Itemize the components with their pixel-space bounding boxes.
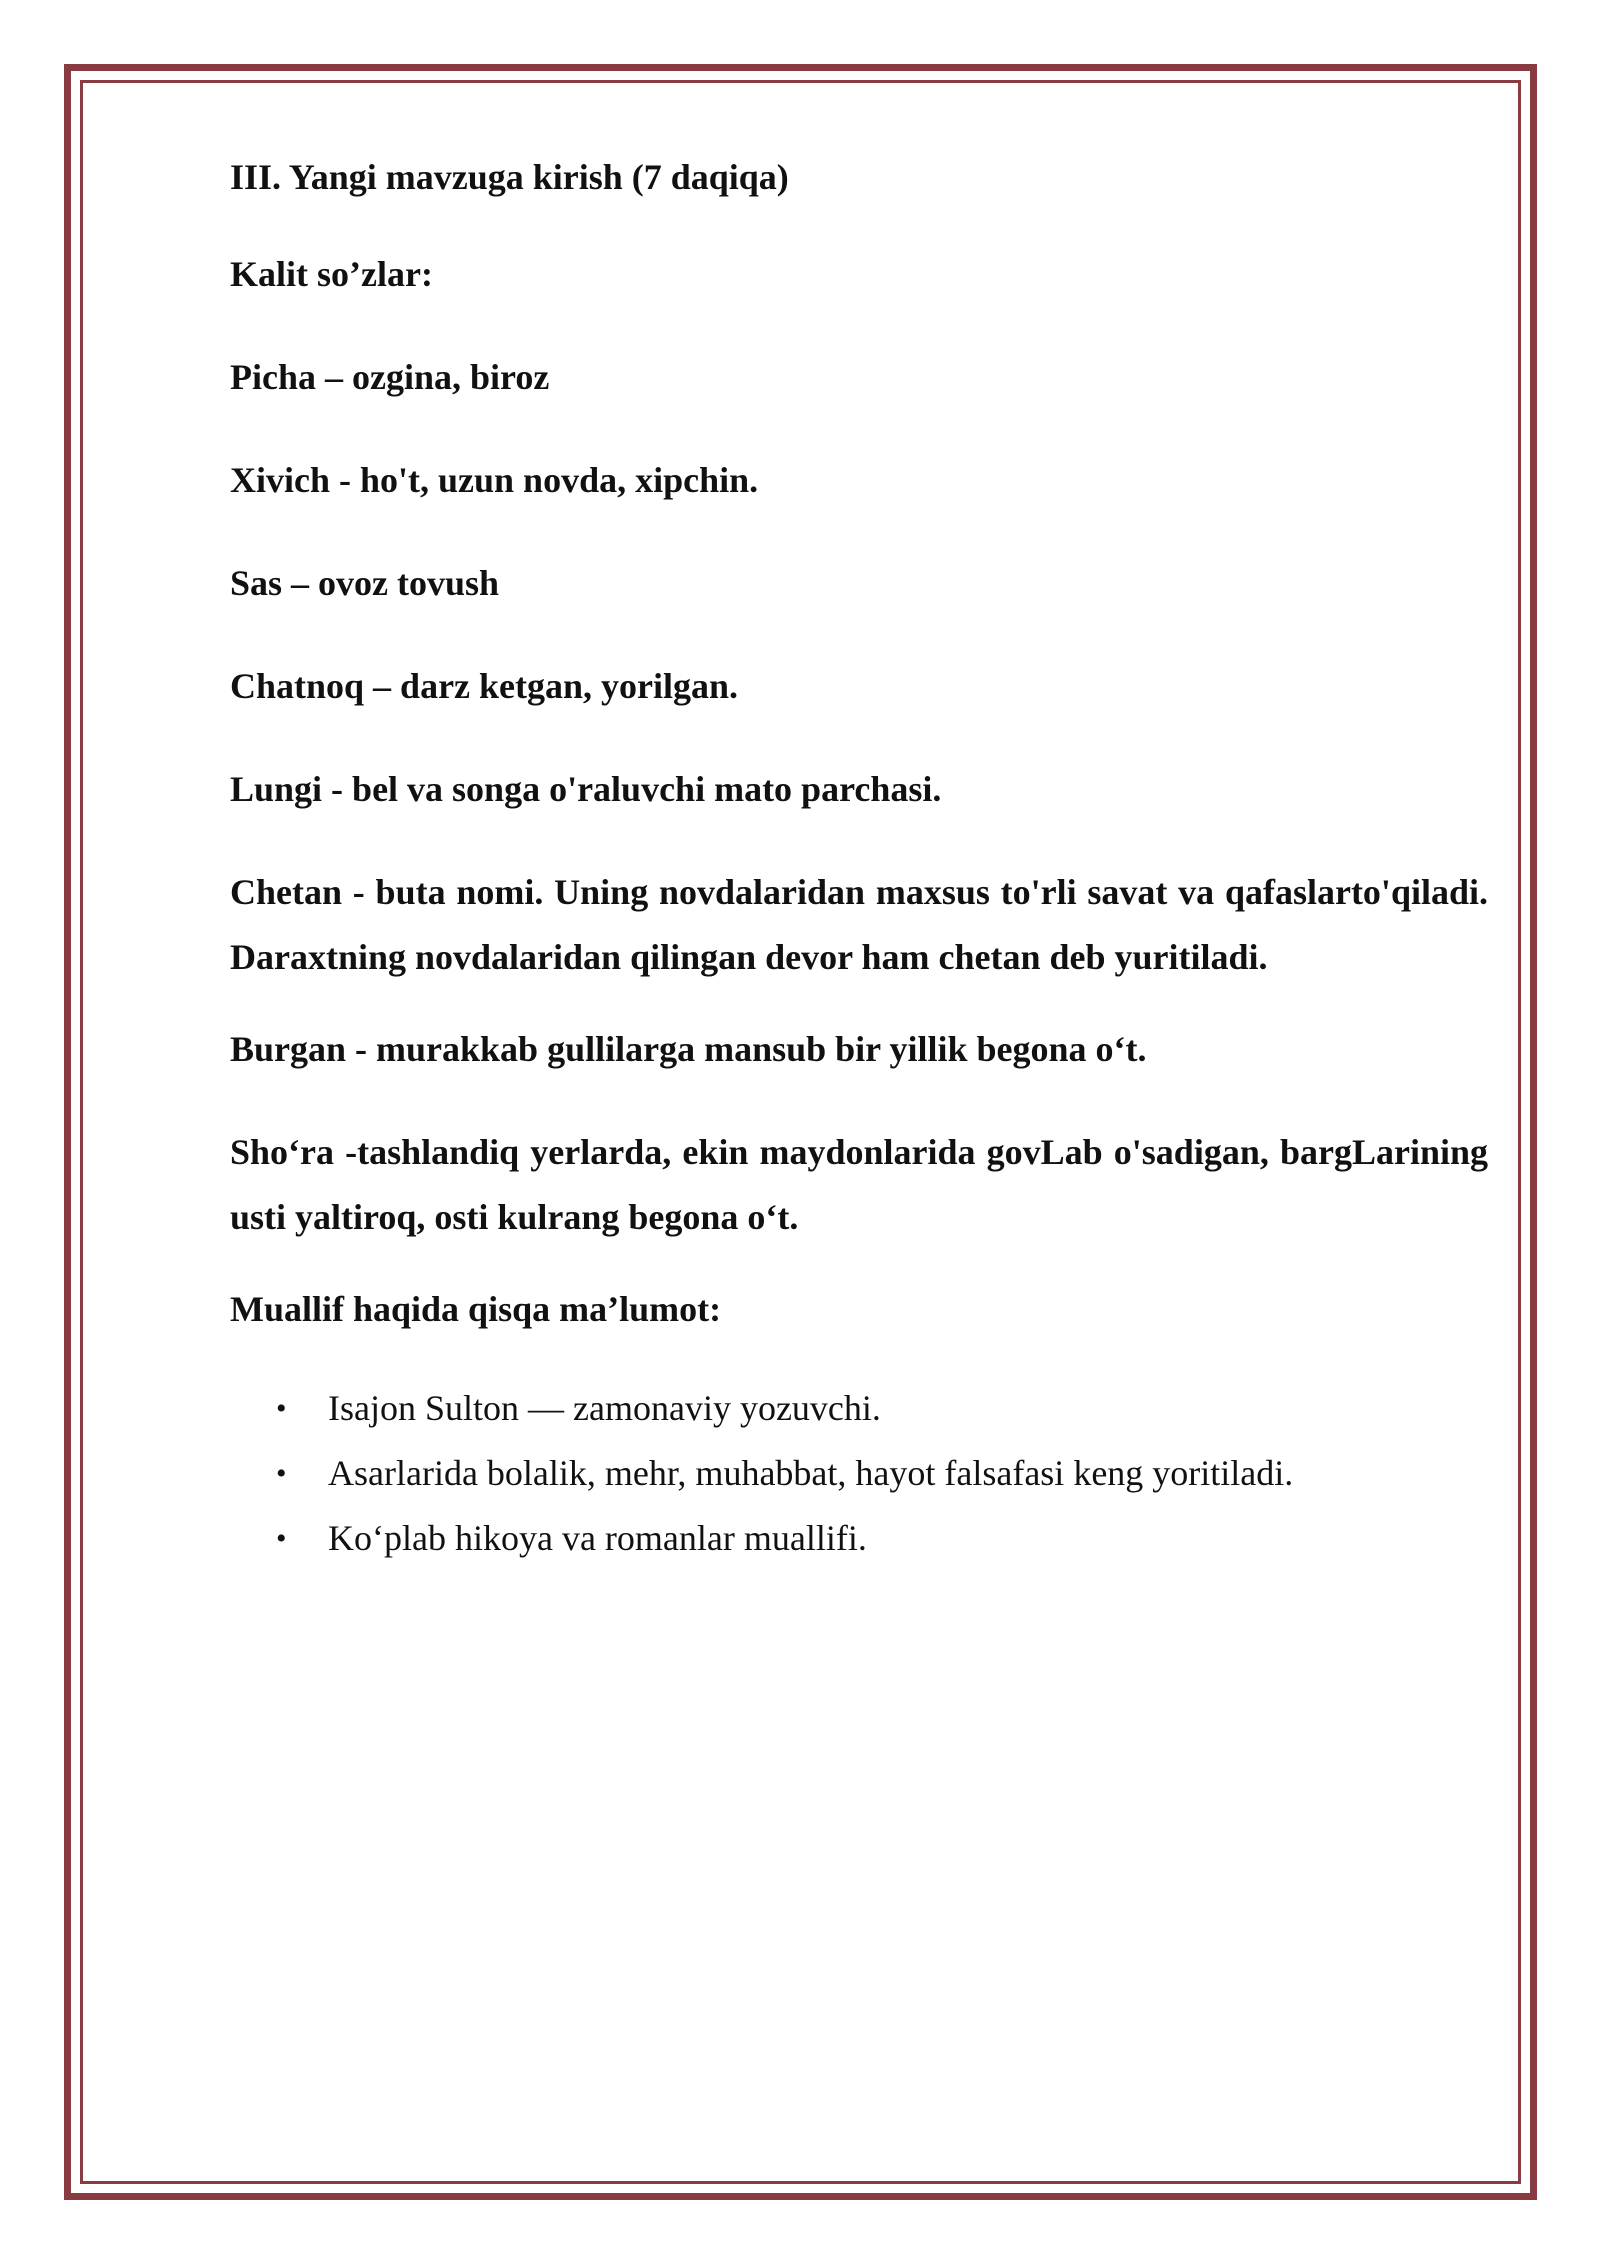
bullet-icon: • [276, 1457, 287, 1490]
term-shora: Sho‘ra -tashlandiq yerlarda, ekin maydonlarida govLab o'sadigan, bargLarining usti yaltiroq, osti kulrang begona o‘t. [230, 1132, 1488, 1237]
author-facts-list [230, 1376, 1488, 1571]
list-item [276, 1376, 1488, 1441]
document-content [230, 150, 1488, 1571]
bullet-icon: • [276, 1392, 287, 1425]
bullet-icon: • [276, 1522, 287, 1555]
list-item-text: Asarlarida bolalik, mehr, muhabbat, hayot falsafasi keng yoritiladi. [328, 1453, 1294, 1493]
term-chetan: Chetan - buta nomi. Uning novdalaridan maxsus to'rli savat va qafaslarto'qiladi. Daraxtning novdalaridan qilingan devor ham chetan deb yuritiladi. [230, 872, 1488, 977]
term-chatnoq: Chatnoq – darz ketgan, yorilgan. [230, 666, 739, 706]
list-item-text: Ko‘plab hikoya va romanlar muallifi. [328, 1518, 867, 1558]
term-lungi: Lungi - bel va songa o'raluvchi mato parchasi. [230, 769, 942, 809]
term-burgan: Burgan - murakkab gullilarga mansub bir yillik begona o‘t. [230, 1029, 1147, 1069]
list-item [276, 1506, 1488, 1571]
term-xivich: Xivich - ho't, uzun novda, xipchin. [230, 460, 759, 500]
list-item-text: Isajon Sulton — zamonaviy yozuvchi. [328, 1388, 881, 1428]
term-picha: Picha – ozgina, biroz [230, 357, 550, 397]
section-heading: III. Yangi mavzuga kirish (7 daqiqa) [230, 157, 789, 197]
term-sas: Sas – ovoz tovush [230, 563, 500, 603]
author-title: Muallif haqida qisqa ma’lumot: [230, 1289, 722, 1329]
list-item [276, 1441, 1488, 1506]
keywords-title: Kalit so’zlar: [230, 254, 433, 294]
